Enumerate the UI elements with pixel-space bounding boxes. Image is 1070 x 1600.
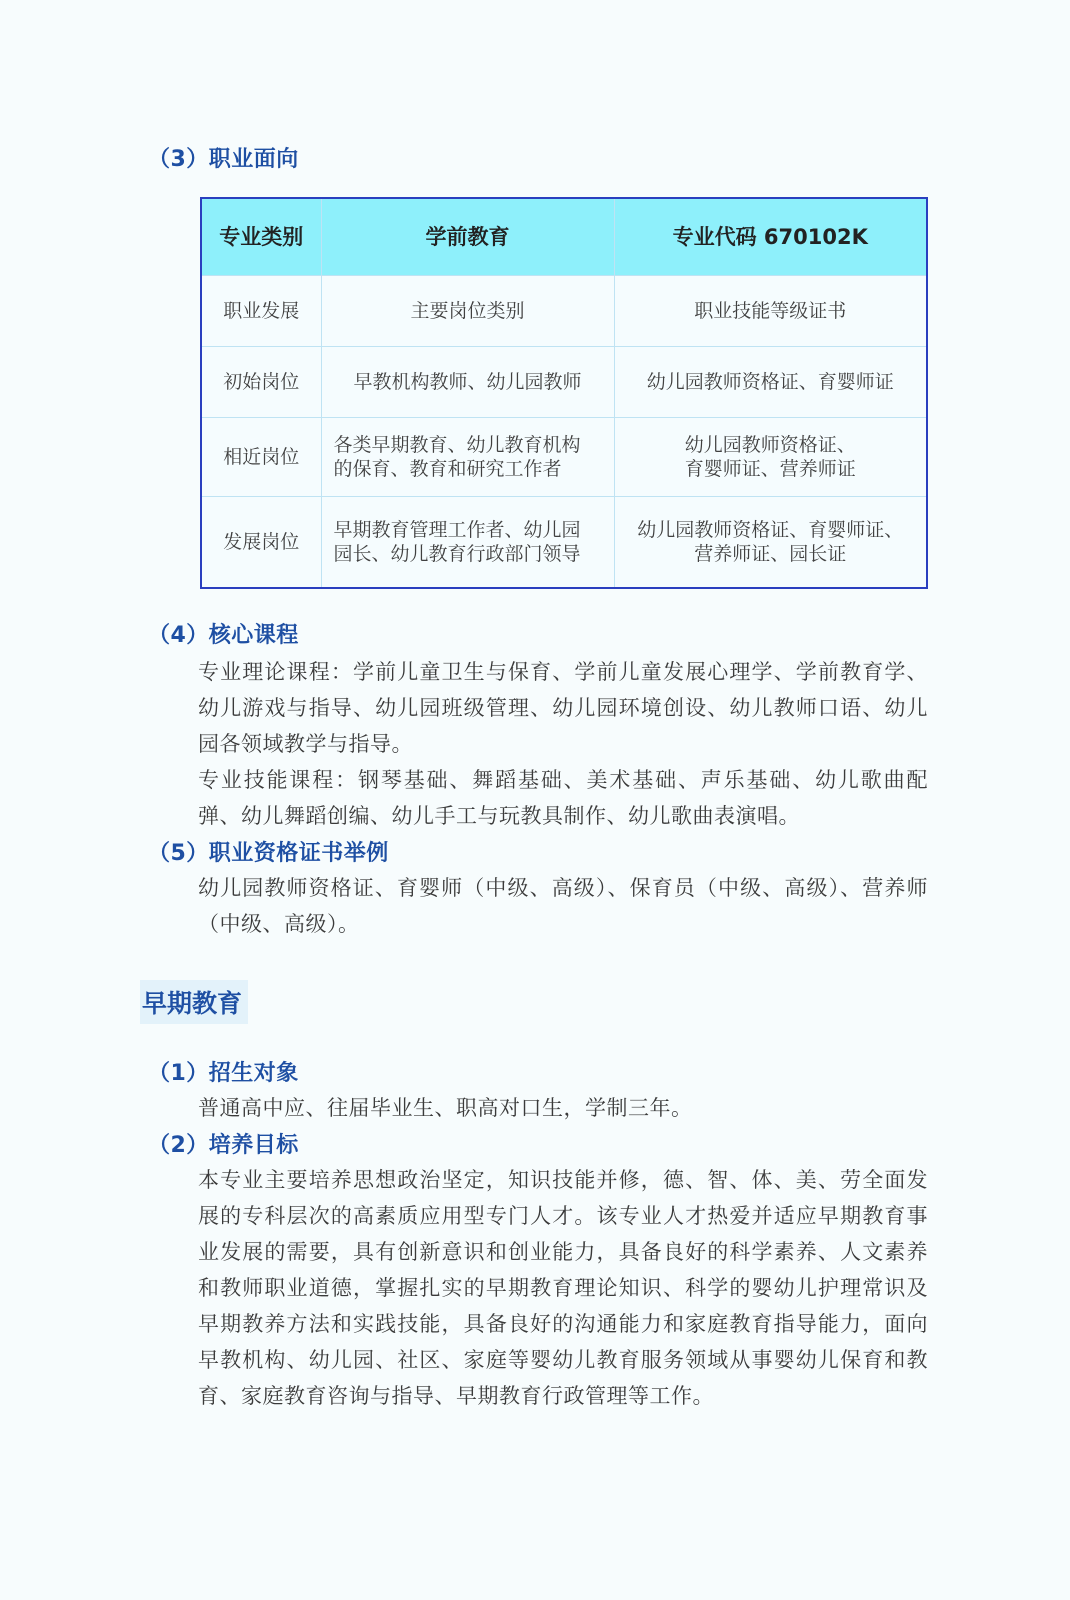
cell-related-position: 相近岗位: [201, 418, 321, 497]
table-header-row: [201, 198, 927, 276]
enrollment-heading: （1）招生对象: [148, 1061, 299, 1086]
career-table: [200, 197, 928, 589]
cell-skill-certificates: 职业技能等级证书: [614, 276, 927, 347]
certificate-heading: （5）职业资格证书举例: [148, 841, 389, 866]
career-heading: （3）职业面向: [148, 147, 299, 172]
cell-development-certs: 幼儿园教师资格证、育婴师证、 营养师证、园长证: [614, 497, 927, 589]
table-row: [201, 347, 927, 418]
table-row: [201, 497, 927, 589]
certificate-text: 幼儿园教师资格证、育婴师（中级、高级）、保育员（中级、高级）、营养师（中级、高级）。: [198, 876, 928, 936]
header-code: 专业代码 670102K: [614, 198, 927, 276]
early-education-title: 早期教育: [140, 980, 248, 1024]
cell-development-position: 发展岗位: [201, 497, 321, 589]
cell-development-jobs: 早期教育管理工作者、幼儿园 园长、幼儿教育行政部门领导: [321, 497, 614, 589]
table-row: [201, 276, 927, 347]
cell-related-jobs: 各类早期教育、幼儿教育机构 的保育、教育和研究工作者: [321, 418, 614, 497]
table-row: [201, 418, 927, 497]
cell-career-development: 职业发展: [201, 276, 321, 347]
cell-main-positions: 主要岗位类别: [321, 276, 614, 347]
header-category: 专业类别: [201, 198, 321, 276]
cell-initial-jobs: 早教机构教师、幼儿园教师: [321, 347, 614, 418]
core-skills-paragraph: 专业技能课程：钢琴基础、舞蹈基础、美术基础、声乐基础、幼儿歌曲配弹、幼儿舞蹈创编、幼儿手工与玩教具制作、幼儿歌曲表演唱。: [198, 768, 928, 828]
core-courses-text: [198, 654, 928, 834]
core-theory-paragraph: 专业理论课程：学前儿童卫生与保育、学前儿童发展心理学、学前教育学、幼儿游戏与指导、幼儿园班级管理、幼儿园环境创设、幼儿教师口语、幼儿园各领域教学与指导。: [198, 660, 928, 756]
header-major: 学前教育: [321, 198, 614, 276]
enrollment-text: 普通高中应、往届毕业生、职高对口生，学制三年。: [198, 1096, 693, 1120]
training-goal-text: 本专业主要培养思想政治坚定，知识技能并修，德、智、体、美、劳全面发展的专科层次的高素质应用型专门人才。该专业人才热爱并适应早期教育事业发展的需要，具有创新意识和创业能力，具备良好的科学素养、人文素养和教师职业道德，掌握扎实的早期教育理论知识、科学的婴幼儿护理常识及早期教养方法和实践技能，具备良好的沟通能力和家庭教育指导能力，面向早教机构、幼儿园、社区、家庭等婴幼儿教育服务领域从事婴幼儿保育和教育、家庭教育咨询与指导、早期教育行政管理等工作。: [198, 1168, 928, 1408]
core-courses-heading: （4）核心课程: [148, 623, 299, 648]
cell-initial-certs: 幼儿园教师资格证、育婴师证: [614, 347, 927, 418]
cell-initial-position: 初始岗位: [201, 347, 321, 418]
training-goal-heading: （2）培养目标: [148, 1133, 299, 1158]
cell-related-certs: 幼儿园教师资格证、 育婴师证、营养师证: [614, 418, 927, 497]
